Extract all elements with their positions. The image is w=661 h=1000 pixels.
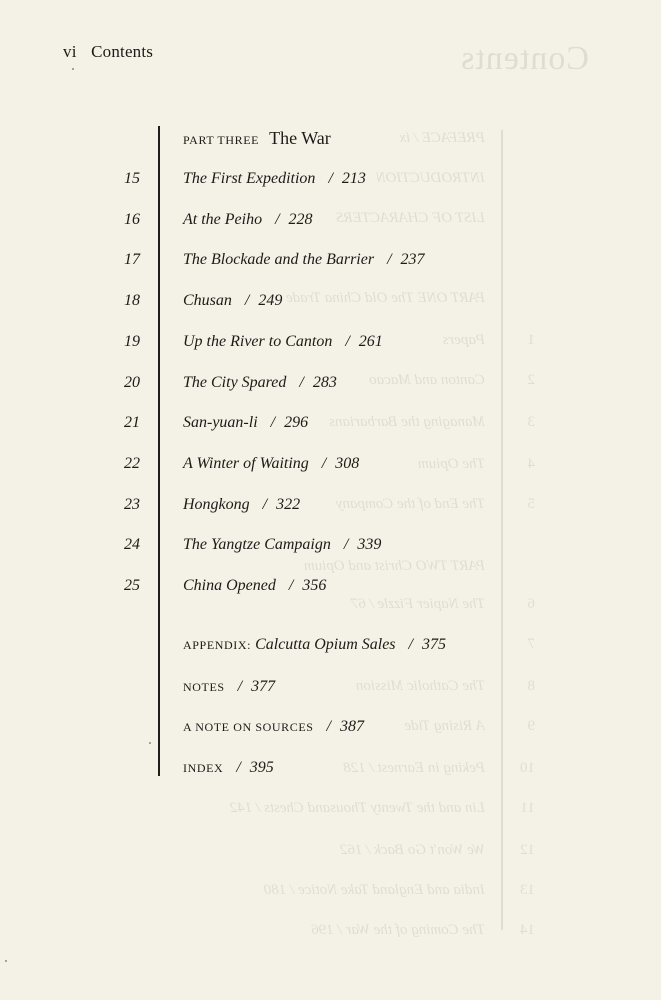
bleed-line: Canton and Macao <box>369 372 485 388</box>
chapter-title: The Blockade and the Barrier <box>183 251 375 268</box>
bleed-rule <box>501 130 503 930</box>
notes-label: NOTES <box>183 680 225 694</box>
separator: / <box>288 577 294 594</box>
chapter-title: At the Peiho <box>183 211 263 228</box>
chapter-entry[interactable] <box>183 496 300 514</box>
chapter-number: 18 <box>124 292 140 309</box>
bleed-number: 8 <box>527 678 535 694</box>
chapter-number: 17 <box>124 251 140 268</box>
bleed-line: The Coming of the War / 196 <box>311 922 485 938</box>
chapter-title: San-yuan-li <box>183 414 258 431</box>
separator: / <box>299 374 304 391</box>
chapter-title: Hongkong <box>183 496 250 513</box>
appendix-entry[interactable] <box>183 636 446 654</box>
part-title: The War <box>269 128 331 148</box>
bleed-number: 7 <box>527 636 535 652</box>
bleed-line: INTRODUCTION <box>375 170 485 186</box>
chapter-page: 308 <box>335 455 360 472</box>
bleed-number: 13 <box>520 882 535 898</box>
bleed-heading: Contents <box>460 40 589 77</box>
bleed-number: 2 <box>527 372 535 388</box>
chapter-title: Up the River to Canton <box>183 333 333 350</box>
bleed-line: A Rising Tide <box>404 718 485 734</box>
chapter-number: 20 <box>124 374 140 391</box>
separator: / <box>343 536 349 553</box>
chapter-page: 228 <box>288 211 313 228</box>
separator: / <box>387 251 392 268</box>
index-page: 395 <box>249 759 274 776</box>
index-label: INDEX <box>183 761 224 775</box>
bleed-line: LIST OF CHARACTERS <box>336 210 485 226</box>
bleed-number: 5 <box>527 496 535 512</box>
separator: / <box>408 636 413 653</box>
chapter-page: 296 <box>284 414 309 431</box>
chapter-entry[interactable] <box>183 414 308 432</box>
chapter-title: Chusan <box>183 292 232 309</box>
appendix-page: 375 <box>421 636 446 653</box>
chapter-title: A Winter of Waiting <box>183 455 309 472</box>
bleed-line: The Napier Fizzle / 67 <box>350 596 485 612</box>
bleed-line: Papers <box>442 332 485 348</box>
sources-label: A NOTE ON SOURCES <box>183 720 314 734</box>
separator: / <box>275 211 280 228</box>
separator: / <box>270 414 276 431</box>
bleed-line: Peking in Earnest / 128 <box>343 760 485 776</box>
chapter-page: 283 <box>312 374 337 391</box>
separator: / <box>262 496 268 513</box>
bleed-number: 12 <box>520 842 535 858</box>
separator: / <box>244 292 250 309</box>
notes-page: 377 <box>251 678 276 695</box>
part-label: PART THREE <box>183 133 260 147</box>
notes-entry[interactable] <box>183 678 275 696</box>
chapter-title: China Opened <box>183 577 276 594</box>
bleed-number: 9 <box>527 718 535 734</box>
separator: / <box>321 455 327 472</box>
vertical-rule <box>158 126 160 776</box>
bleed-line: Managing the Barbarians <box>329 414 485 430</box>
chapter-entry[interactable] <box>183 374 337 392</box>
chapter-entry[interactable] <box>183 577 326 595</box>
running-head-title: Contents <box>91 42 154 61</box>
bleed-line: PART ONE The Old China Trade <box>285 290 485 306</box>
bleed-number: 4 <box>527 456 535 472</box>
bleed-line: The Catholic Mission <box>355 678 485 694</box>
chapter-entry[interactable] <box>183 251 425 269</box>
sources-entry[interactable] <box>183 718 364 736</box>
bleed-line: Lin and the Twenty Thousand Chests / 142 <box>229 800 485 816</box>
chapter-page: 249 <box>258 292 283 309</box>
bleed-number: 3 <box>527 414 535 430</box>
chapter-entry[interactable] <box>183 455 359 473</box>
chapter-page: 261 <box>358 333 383 350</box>
chapter-number: 24 <box>124 536 140 553</box>
index-entry[interactable] <box>183 759 274 777</box>
part-heading <box>183 128 331 149</box>
chapter-number: 25 <box>124 577 140 594</box>
bleed-line: The End of the Company <box>335 496 485 512</box>
separator: / <box>328 170 333 187</box>
paper-speck <box>5 960 7 962</box>
chapter-page: 339 <box>357 536 382 553</box>
page-folio: vi <box>63 42 77 61</box>
paper-speck <box>72 68 74 70</box>
chapter-number: 16 <box>124 211 140 228</box>
bleed-number: 1 <box>527 332 535 348</box>
chapter-number: 22 <box>124 455 140 472</box>
separator: / <box>345 333 350 350</box>
appendix-label: APPENDIX: <box>183 638 252 652</box>
chapter-entry[interactable] <box>183 333 383 351</box>
bleed-number: 6 <box>527 596 535 612</box>
chapter-entry[interactable] <box>183 170 366 188</box>
chapter-title: The First Expedition <box>183 170 316 187</box>
separator: / <box>237 678 243 695</box>
chapter-entry[interactable] <box>183 536 381 554</box>
chapter-number: 19 <box>124 333 140 350</box>
bleed-number: 11 <box>520 800 535 816</box>
chapter-entry[interactable] <box>183 292 282 310</box>
chapter-number: 23 <box>124 496 140 513</box>
bleed-line: The Opium <box>417 456 485 472</box>
chapter-page: 322 <box>276 496 301 513</box>
chapter-title: The Yangtze Campaign <box>183 536 331 553</box>
bleed-number: 14 <box>520 922 535 938</box>
chapter-title: The City Spared <box>183 374 287 391</box>
chapter-page: 237 <box>400 251 425 268</box>
bleed-line: PREFACE / ix <box>399 130 485 146</box>
separator: / <box>236 759 241 776</box>
chapter-page: 356 <box>302 577 327 594</box>
running-head <box>63 42 153 62</box>
separator: / <box>326 718 331 735</box>
bleed-number: 10 <box>520 760 535 776</box>
chapter-number: 15 <box>124 170 140 187</box>
bleed-line: PART TWO Christ and Opium <box>303 558 485 574</box>
bleed-line: India and England Take Notice / 180 <box>263 882 485 898</box>
sources-page: 387 <box>340 718 364 735</box>
bleed-line: We Won't Go Back / 162 <box>340 842 485 858</box>
chapter-entry[interactable] <box>183 211 313 229</box>
paper-speck <box>149 742 151 744</box>
chapter-page: 213 <box>341 170 366 187</box>
chapter-number: 21 <box>124 414 140 431</box>
appendix-title: Calcutta Opium Sales <box>255 636 396 653</box>
